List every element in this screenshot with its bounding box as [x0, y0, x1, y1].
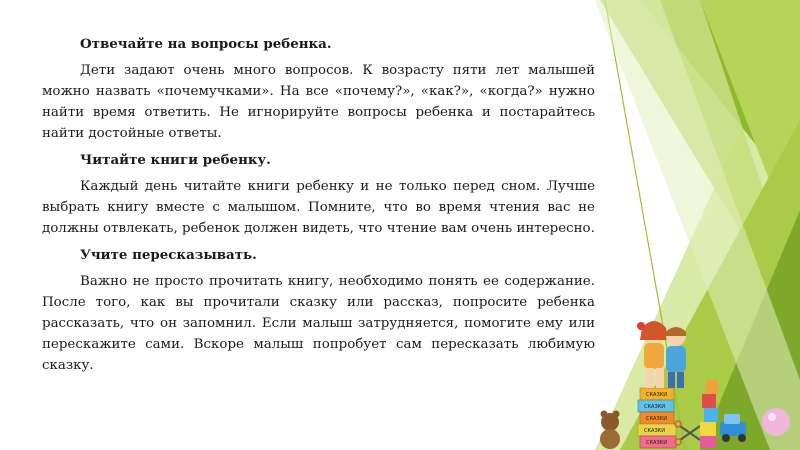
teddy-bear-icon [600, 411, 620, 450]
slide-text [42, 34, 595, 382]
book-label: СКАЗКИ [646, 440, 667, 446]
ball-icon [762, 408, 790, 436]
boy-figure-icon [666, 326, 686, 388]
book-label: СКАЗКИ [646, 416, 667, 422]
section-heading: Читайте книги ребенку. [80, 152, 271, 168]
girl-figure-icon [637, 321, 668, 388]
section-heading: Учите пересказывать. [80, 247, 257, 263]
children-reading-illustration [596, 310, 800, 450]
book-stack-icon [638, 388, 676, 448]
section-body: Дети задают очень много вопросов. К возрасту пяти лет малышей можно назвать «почемучками». На все «почему?», «как?», «когда?» нужно найти время ответить. Не игнорируйте вопросы ребенка и постарайтесь найти достойные ответы. [42, 63, 595, 141]
section-heading: Отвечайте на вопросы ребенка. [80, 36, 332, 52]
book-label: СКАЗКИ [644, 404, 665, 410]
section-body: Каждый день читайте книги ребенку и не только перед сном. Лучше выбрать книгу вместе с малышом. Помните, что во время чтения вас не должны отвлекать, ребенок должен видеть, что чтение вам очень интересно. [42, 179, 595, 236]
scissors-icon [675, 421, 700, 445]
book-label: СКАЗКИ [644, 428, 665, 434]
section-body: Важно не просто прочитать книгу, необходимо понять ее содержание. После того, как вы прочитали сказку или рассказ, попросите ребенка рассказать, что он запомнил. Если малыш затрудняется, помогите ему или перескажите сами. Вскоре малыш попробует сам пересказать любимую сказку. [42, 274, 595, 373]
toy-car-icon [720, 414, 746, 442]
book-label: СКАЗКИ [646, 392, 667, 398]
toy-blocks-icon [700, 380, 718, 448]
